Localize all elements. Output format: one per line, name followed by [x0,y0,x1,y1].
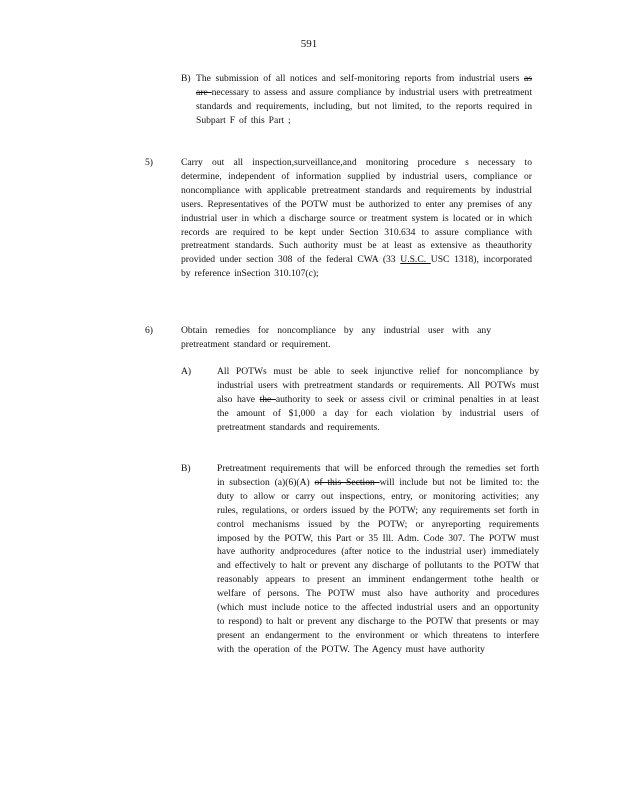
paragraph-b [217,462,539,657]
item-6-label: 6) [145,325,153,336]
underlined-text: U.S.C. [400,254,431,266]
paragraph-a [217,365,539,435]
item-a-label: A) [181,366,192,377]
paragraph-b-top-text-2: necessary to assess and assure compliance by industrial users with pretreatment standards and requirements, including, but not limited, to the reports required in Subpart F of this Part ; [196,86,532,126]
item-b-label: B) [181,463,191,474]
paragraph-b-text-1: Pretreatment requirements that will be enforced through the remedies set forth in subsection (a)(6)(A) [217,463,539,488]
paragraph-a-text-1: All POTWs must be able to seek injunctive relief for noncompliance by industrial users with pretreatment standards or requirements. All POTWs must also have [217,366,539,405]
item-b-label-top: B) [181,73,191,84]
paragraph-5-text-2: USC 1318), incorporated by reference inSection 310.107(c); [181,254,532,280]
paragraph-b-top [196,72,532,128]
paragraph-b-top-text-1: The submission of all notices and self-monitoring reports from industrial users [196,73,524,84]
paragraph-b-text-2: will include but not be limited to: the duty to allow or carry out inspections, entry, or monitoring activities; any rules, regulations, or orders issued by the POTW; any requirements set forth in control mechanisms issued by the POTW; or anyreporting requirements imposed by the POTW, this Part or 35 Ill. Adm. Code 307. The POTW must have authority andprocedures (after notice to the industrial user) immediately and effectively to halt or prevent any discharge of pollutants to the POTW that reasonably appears to present an imminent endangerment tothe health or welfare of persons. The POTW must also have authority and procedures (which must include notice to the affected industrial users and an opportunity to respond) to halt or prevent any discharge to the POTW that presents or may present an endangerment to the environment or which threatens to interfere with the operation of the POTW. The Agency must have authority [217,476,540,655]
struck-text: of this Section [314,476,380,488]
paragraph-5 [181,156,532,281]
item-5-label: 5) [145,157,153,168]
struck-text: the [259,393,276,405]
paragraph-6: Obtain remedies for noncompliance by any industrial user with any pretreatment standard or requirement. [181,325,491,350]
page-number: 591 [300,38,318,50]
paragraph-a-text-2: authority to seek or assess civil or criminal penalties in at least the amount of $1,000 a day for each violation by industrial users of pretreatment standards and requirements. [217,393,539,433]
paragraph-5-text-1: Carry out all inspection,surveillance,and monitoring procedure s necessary to determine, independent of information supplied by industrial users, compliance or noncompliance with applicable pretreatment standards and requirements by industrial users. Representatives of the POTW must be authorized to enter any premises of any industrial user in which a discharge source or treatment system is located or in which records are required to be kept under Section 310.634 to assure compliance with pretreatment standards. Such authority must be at least as extensive as theauthority provided under section 308 of the federal CWA (33 [181,157,532,266]
struck-text: as are [196,73,532,98]
